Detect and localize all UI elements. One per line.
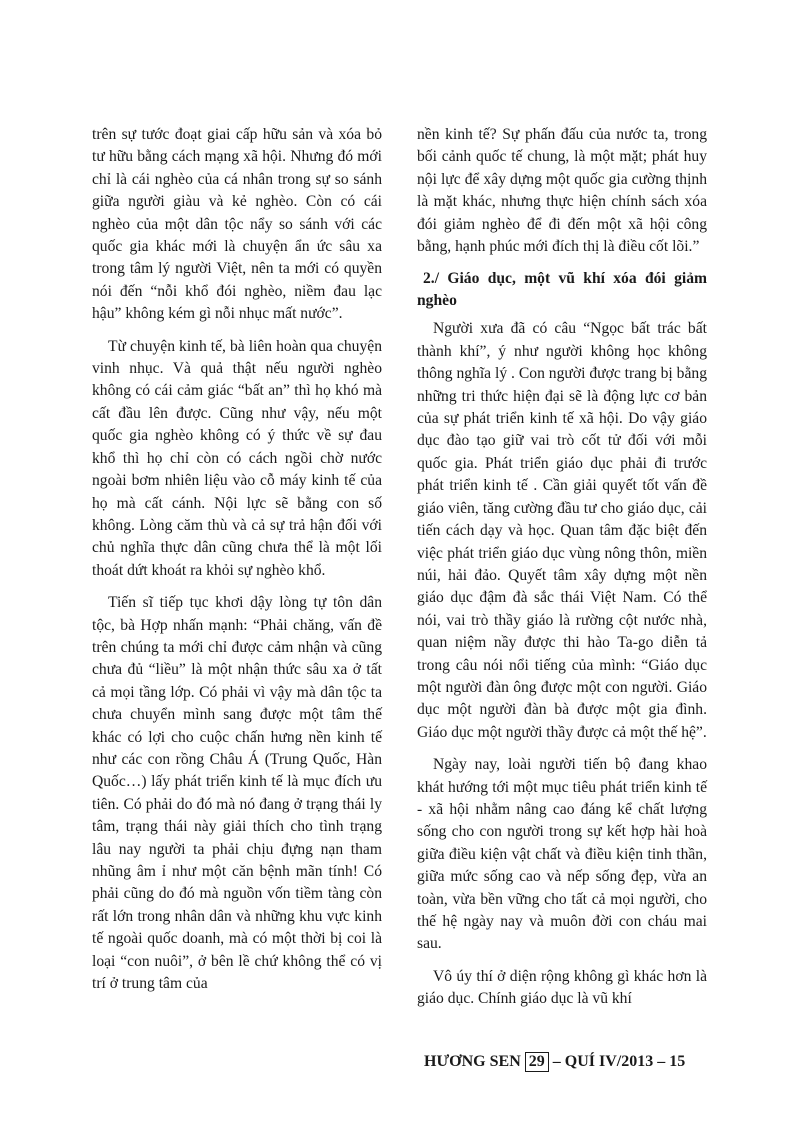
paragraph: Tiến sĩ tiếp tục khơi dậy lòng tự tôn dân tộc, bà Hợp nhấn mạnh: “Phải chăng, vấn đề trên chúng ta mới chỉ được cảm nhận và cũng chưa đủ “liều” là một nhận thức sâu xa ở tất cả mọi tầng lớp. Có phải vì vậy mà dân tộc ta chưa chuyển mình sang được một tâm thế khác có lợi cho cuộc chấn hưng nền kinh tế như các con rồng Châu Á (Trung Quốc, Hàn Quốc…) lấy phát triển kinh tế là mục đích ưu tiên. Có phải do đó mà nó đang ở trạng thái ly tâm, trạng thái này giải thích cho tình trạng lâu nay người ta phải chịu đựng nạn tham nhũng âm ỉ như một căn bệnh mãn tính! Có phải cũng do đó mà nguồn vốn tiềm tàng còn rất lớn trong nhân dân và những khu vực kinh tế ngoài quốc doanh, mà có một thời bị coi là loại “con nuôi”, ở bên lề chứ không thể có vị trí ở trung tâm của xyxy=(92,594,382,993)
paragraph: trên sự tước đoạt giai cấp hữu sản và xóa bỏ tư hữu bằng cách mạng xã hội. Nhưng đó mới chỉ là cái nghèo của cá nhân trong sự so sánh giữa người giàu và kẻ nghèo. Còn có cái nghèo của một dân tộc nẩy so sánh với các quốc gia khác mới là chuyện ẩn ức sâu xa trong tâm lý người Việt, nên ta mới có quyền nói đến “nỗi khổ đói nghèo, niềm đau lạc hậu” không kém gì nỗi nhục mất nước”. xyxy=(92,126,382,323)
paragraph: nền kinh tế? Sự phấn đấu của nước ta, trong bối cảnh quốc tế chung, là một mặt; phát huy nội lực để xây dựng một quốc gia cường thịnh là mặt khác, nhưng thực hiện chính sách xóa đói giảm nghèo để đi đến một xã hội công bằng, hạnh phúc mới đích thị là điều cốt lõi.” xyxy=(417,126,707,256)
right-column xyxy=(417,124,707,1021)
section-heading: 2./ Giáo dục, một vũ khí xóa đói giảm nghèo xyxy=(417,270,707,310)
issue-period: – QUÍ IV/2013 – xyxy=(552,1053,666,1070)
issue-number: 29 xyxy=(525,1052,549,1072)
paragraph: Từ chuyện kinh tế, bà liên hoàn qua chuyện vinh nhục. Và quả thật nếu người nghèo không có cái cảm giác “bất an” thì họ khó mà cất đầu lên được. Cũng như vậy, nếu một quốc gia nghèo không có ý thức về sự đau khổ thì họ chỉ còn có cách ngồi chờ nước ngoài bơm nhiên liệu vào cỗ máy kinh tế của họ mà cất cánh. Nội lực sẽ bằng con số không. Lòng căm thù và cả sự trả hận đối với chủ nghĩa thực dân cũng chưa thể là một lối thoát dứt khoát ra khỏi sự nghèo khổ. xyxy=(92,337,382,579)
paragraph: Ngày nay, loài người tiến bộ đang khao khát hướng tới một mục tiêu phát triển kinh tế - xã hội nhằm nâng cao đáng kể chất lượng sống cho con người trong sự kết hợp hài hoà giữa điều kiện vật chất và điều kiện tinh thần, giữa mức sống cao và nếp sống đẹp, vừa an toàn, vừa bền vững cho tất cả mọi người, cho thế hệ ngày nay và muôn đời con cháu mai sau. xyxy=(417,756,707,953)
page-number: 15 xyxy=(669,1053,686,1070)
paragraph: Vô úy thí ở diện rộng không gì khác hơn là giáo dục. Chính giáo dục là vũ khí xyxy=(417,967,707,1008)
left-column xyxy=(92,124,382,1005)
magazine-name: HƯƠNG SEN xyxy=(424,1053,521,1070)
page-footer xyxy=(424,1052,714,1072)
paragraph: Người xưa đã có câu “Ngọc bất trác bất thành khí”, ý như người không học không thông nghĩa lý . Con người được trang bị bằng những tri thức hiện đại sẽ là động lực cơ bản của sự phát triển kinh tế xã hội. Do vậy giáo dục đào tạo giữ vai trò cốt tử đối với mỗi quốc gia. Phát triển giáo dục phải đi trước phát triển kinh tế . Cần giải quyết tốt vấn đề giáo viên, tăng cường đầu tư cho giáo dục, cải tiến cách dạy và học. Quan tâm đặc biệt đến việc phát triển giáo dục vùng nông thôn, miền núi, hải đảo. Quyết tâm xây dựng một nền giáo dục đậm đà sắc thái Việt Nam. Có thể nói, vai trò thầy giáo là rường cột nước nhà, quan niệm nầy được thi hào Ta-go diễn tả trong câu nói nổi tiếng của mình: “Giáo dục một người đàn ông được một con người. Giáo dục một người đàn bà được một gia đình. Giáo dục một người thầy được cả một thế hệ”. xyxy=(417,320,707,741)
